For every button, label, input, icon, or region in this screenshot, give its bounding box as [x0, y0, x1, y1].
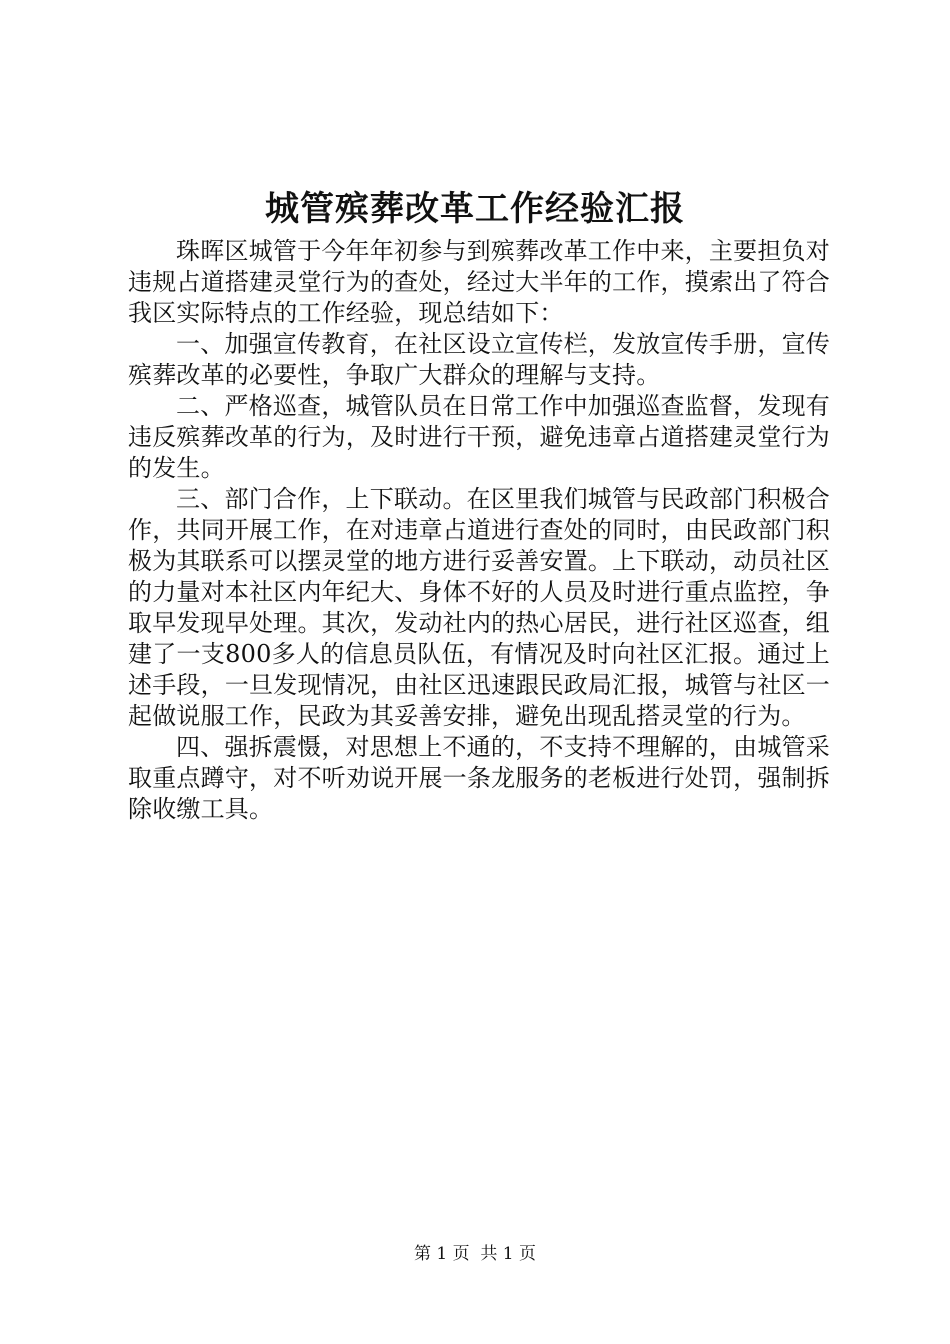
page-footer: 第 1 页 共 1 页	[413, 1244, 537, 1264]
section-three-paragraph: 三、部门合作，上下联动。在区里我们城管与民政部门积极合作，共同开展工作，在对违章占道进行查处的同时，由民政部门积极为其联系可以摆灵堂的地方进行妥善安置。上下联动，动员社区的力量对本社区内年纪大、身体不好的人员及时进行重点监控，争取早发现早处理。其次，发动社内的热心居民，进行社区巡查，组建了一支800多人的信息员队伍，有情况及时向社区汇报。通过上述手段，一旦发现情况，由社区迅速跟民政局汇报，城管与社区一起做说服工作，民政为其妥善安排，避免出现乱搭灵堂的行为。	[128, 485, 830, 730]
document-body	[128, 236, 830, 825]
section-one-paragraph: 一、加强宣传教育，在社区设立宣传栏，发放宣传手册，宣传殡葬改革的必要性，争取广大群众的理解与支持。	[128, 330, 830, 389]
document-title: 城管殡葬改革工作经验汇报	[265, 189, 685, 229]
section-two-paragraph: 二、严格巡查，城管队员在日常工作中加强巡查监督，发现有违反殡葬改革的行为，及时进行干预，避免违章占道搭建灵堂行为的发生。	[128, 392, 830, 482]
intro-paragraph: 珠晖区城管于今年年初参与到殡葬改革工作中来，主要担负对违规占道搭建灵堂行为的查处，经过大半年的工作，摸索出了符合我区实际特点的工作经验，现总结如下：	[128, 237, 830, 327]
section-four-paragraph: 四、强拆震慑，对思想上不通的，不支持不理解的，由城管采取重点蹲守，对不听劝说开展一条龙服务的老板进行处罚，强制拆除收缴工具。	[128, 733, 830, 823]
